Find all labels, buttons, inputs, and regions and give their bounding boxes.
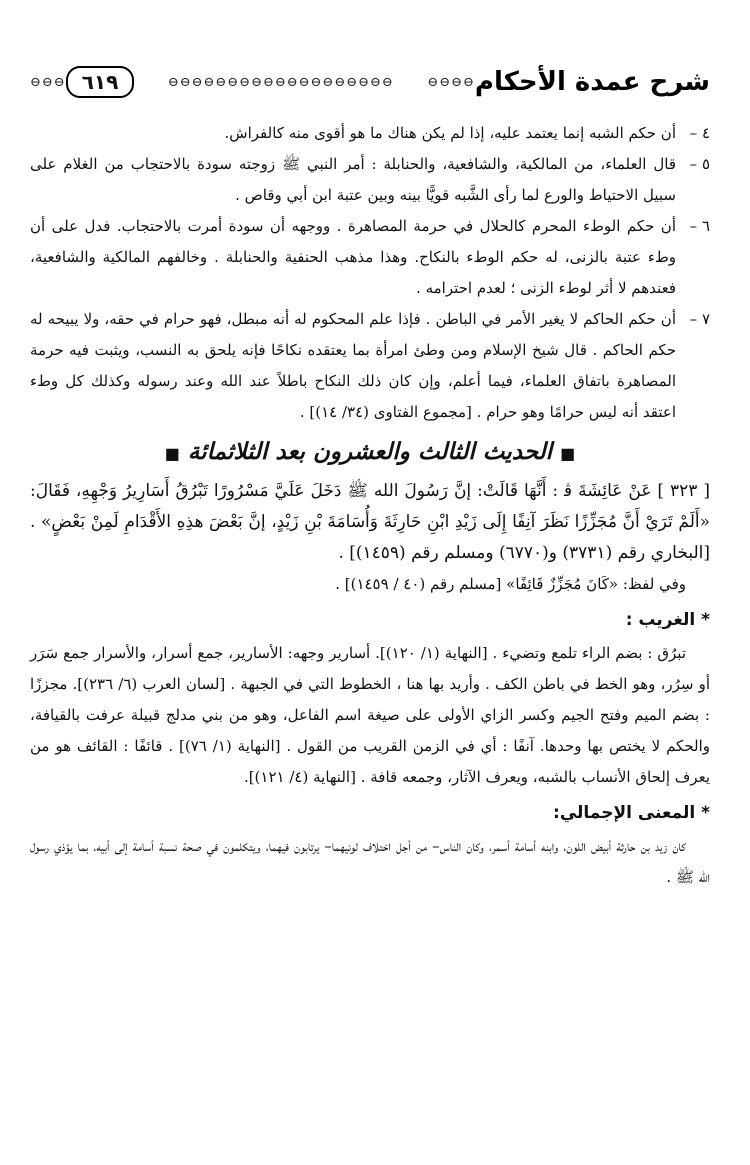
hadith-variant: وفي لفظ: «كَانَ مُجَزِّزٌ قَائِفًا» [مسلم رقم (٤٠ / ١٤٥٩)] . <box>335 575 686 593</box>
list-item <box>30 149 710 211</box>
item-text: أن حكم الشبه إنما يعتمد عليه، إذا لم يكن هناك ما هو أقوى منه كالفراش. <box>224 124 676 142</box>
general-meaning-text: كان زيد بن حارثة أبيض اللون، وابنه أسامة أسمر، وكان الناس– من أجل اختلاف لونيهما– يرتابون فيهما، ويتكلمون في صحة نسبة أسامة إلى أبيه، بما يؤذي رسول الله ﷺ . <box>30 837 710 886</box>
page-number: ٦١٩ <box>66 66 135 98</box>
list-item <box>30 304 710 428</box>
item-number: ٤ – <box>689 124 710 142</box>
general-meaning-heading: * المعنى الإجمالي: <box>553 803 710 823</box>
ornament-long: ⊖⊖⊖⊖⊖⊖⊖⊖⊖⊖⊖⊖⊖⊖⊖⊖⊖⊖⊖ <box>167 74 394 90</box>
book-title: شرح عمدة الأحكام <box>474 67 710 97</box>
section-title-text: الحديث الثالث والعشرون بعد الثلاثمائة <box>187 439 553 465</box>
square-marker: ■ <box>560 444 576 463</box>
ornament-short: ⊖⊖⊖ <box>30 74 66 90</box>
item-number: ٧ – <box>689 310 710 328</box>
list-item <box>30 118 710 149</box>
item-text: قال العلماء، من المالكية، والشافعية، والحنابلة : أمر النبي ﷺ زوجته سودة بالاحتجاب من الغلام على سبيل الاحتياط والورع لما رأى الشَّبه قويًّا بينه وبين عتبة ابن أبي وقاص . <box>30 155 676 204</box>
item-text: أن حكم الحاكم لا يغير الأمر في الباطن . فإذا علم المحكوم له أنه مبطل، فهو حرام في حقه، ولا يبيحه له حكم الحاكم . قال شيخ الإسلام ومن وطئ امرأة بما يعتقده نكاحًا فإنه يلحق به النسب، ويثبت فيه حرمة المصاهرة باتفاق العلماء، فيما أعلم، وإن كان ذلك النكاح باطلاً عند الله وعند رسوله وكذلك كل وطء اعتقد أنه ليس حرامًا وهو حرام . [مجموع الفتاوى (٣٤/ ١٤)] . <box>30 310 676 421</box>
gharib-heading: * الغريب : <box>625 610 710 630</box>
page-header <box>30 58 710 106</box>
gharib-text: تبرُق : بضم الراء تلمع وتضيء . [النهاية (١/ ١٢٠)]. أسارير وجهه: الأسارير، جمع أسرار، والأسرار جمع سَرَر أو سِرُر، وهو الخط في باطن الكف . وأريد بها هنا ، الخطوط التي في الجبهة . [لسان العرب (٦/ ٢٣٦)]. مجززًا : بضم الميم وفتح الجيم وكسر الزاي الأولى على صيغة اسم الفاعل، وهو من بني مدلج قبيلة عرفت بالقيافة، والحكم لا يختص بها وحدها. آنفًا : أي في الزمن القريب من القول . [النهاية (١/ ٧٦)] . قائفًا : القائف هو من يعرف إلحاق الأنساب بالشبه، ويعرف الآثار، وجمعه قافة . [النهاية (٤/ ١٢١)]. <box>30 644 710 786</box>
square-marker: ■ <box>164 444 180 463</box>
item-number: ٦ – <box>689 217 710 235</box>
section-title <box>30 432 710 474</box>
list-item <box>30 211 710 304</box>
item-number: ٥ – <box>689 155 710 173</box>
item-text: أن حكم الوطء المحرم كالحلال في حرمة المصاهرة . ووجهه أن سودة أمرت بالاحتجاب. فدل على أن وطء عتبة بالزنى، له حكم الوطء بالنكاح. وهذا مذهب الحنفية والحنابلة . وخالفهم المالكية والشافعية، فعندهم لا أثر لوطء الزنى ؛ لعدم احترامه . <box>30 217 676 297</box>
page-content <box>30 118 710 893</box>
ornament-near-title: ⊖⊖⊖⊖ <box>427 74 475 90</box>
hadith-text: [ ٣٢٣ ] عَنْ عَائِشَةَ ﭬ : أَنَّهَا قَالَتْ: إنَّ رَسُولَ الله ﷺ دَخَلَ عَلَيَّ مَسْرُورًا تَبْرُقُ أَسَارِيرُ وَجْهِهِ، فَقَالَ: «أَلَمْ تَرَيْ أَنَّ مُجَزِّزًا نَظَرَ آنِفًا إِلَى زَيْدِ ابْنِ حَارِثَةَ وَأُسَامَةَ بْنِ زَيْدٍ، إنَّ بَعْضَ هذِهِ الأَقْدَامِ لَمِنْ بَعْضٍ» . [البخاري رقم (٣٧٣١) و(٦٧٧٠) ومسلم رقم (١٤٥٩)] . <box>30 481 710 563</box>
